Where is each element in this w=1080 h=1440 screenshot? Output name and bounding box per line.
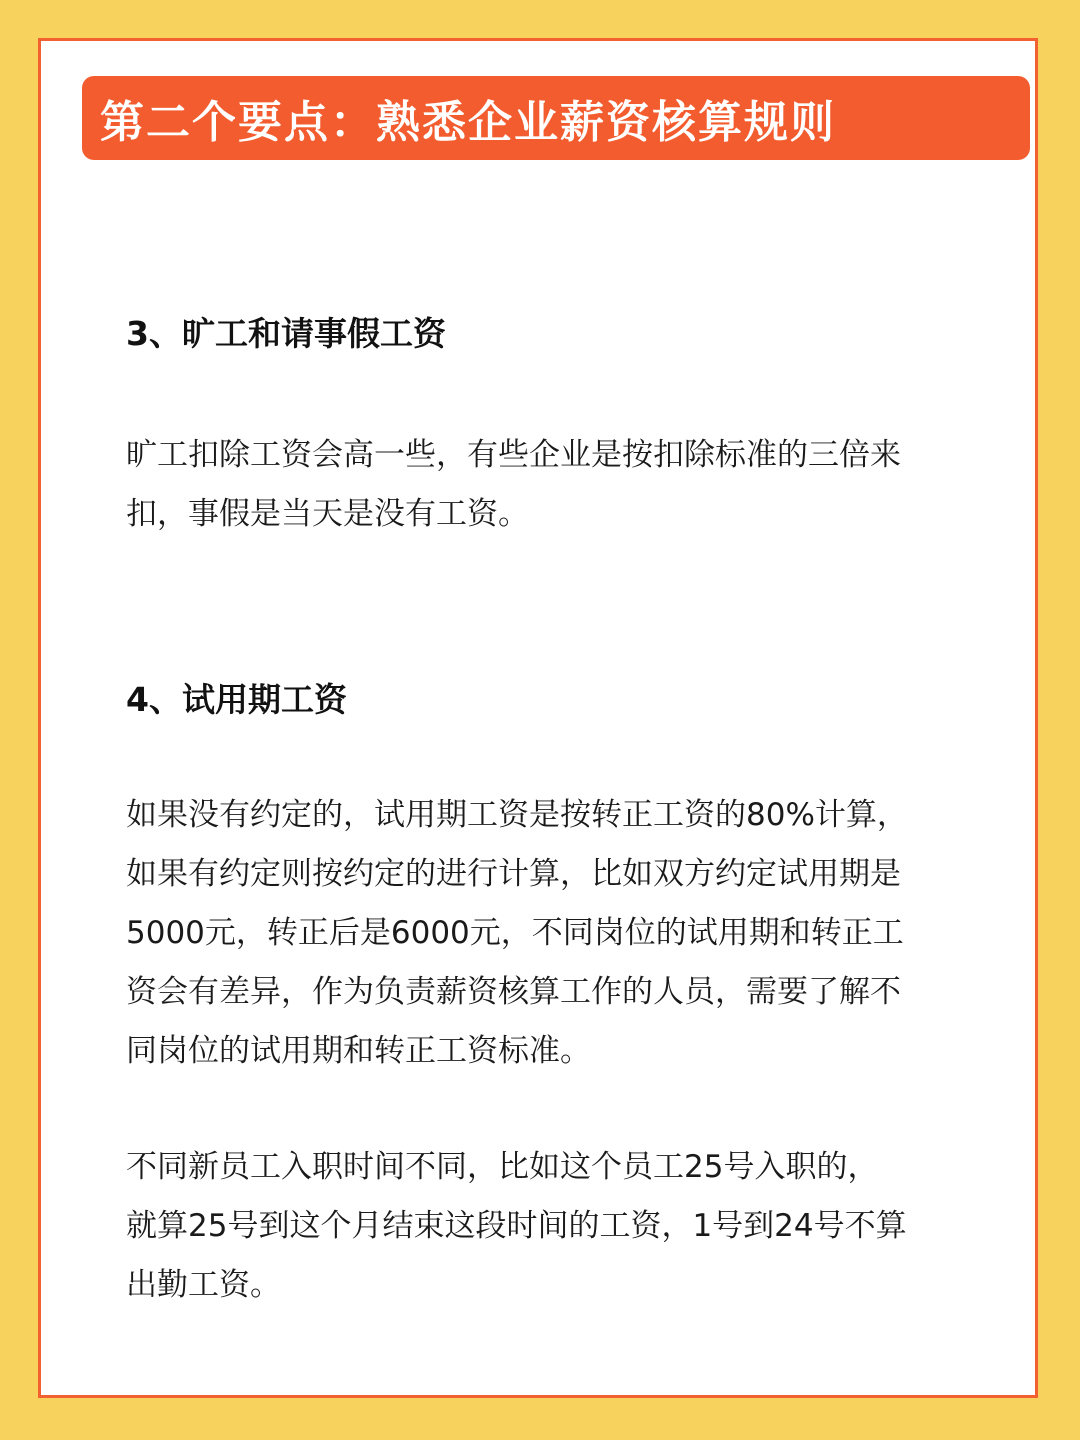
text-line: 同岗位的试用期和转正工资标准。 (126, 1033, 591, 1069)
text-line: 旷工扣除工资会高一些，有些企业是按扣除标准的三倍来 (126, 437, 901, 473)
text-line: 不同新员工入职时间不同，比如这个员工25号入职的， (126, 1149, 879, 1185)
text-line: 就算25号到这个月结束这段时间的工资，1号到24号不算 (126, 1208, 907, 1244)
text-line: 扣，事假是当天是没有工资。 (126, 496, 529, 532)
section-heading-absence-leave: 3、旷工和请事假工资 (126, 314, 446, 353)
page-title: 第二个要点：熟悉企业薪资核算规则 (100, 97, 836, 148)
paragraph-new-employee (126, 1138, 956, 1315)
paragraph-probation-salary (126, 786, 956, 1081)
text-line: 资会有差异，作为负责薪资核算工作的人员，需要了解不 (126, 974, 901, 1010)
paragraph-absence-leave (126, 426, 956, 544)
text-line: 出勤工资。 (126, 1267, 281, 1303)
section-heading-probation: 4、试用期工资 (126, 680, 347, 719)
text-line: 如果没有约定的，试用期工资是按转正工资的80%计算， (126, 797, 908, 833)
title-banner (82, 76, 1030, 160)
text-line: 如果有约定则按约定的进行计算，比如双方约定试用期是 (126, 856, 901, 892)
text-line: 5000元，转正后是6000元，不同岗位的试用期和转正工 (126, 915, 904, 951)
